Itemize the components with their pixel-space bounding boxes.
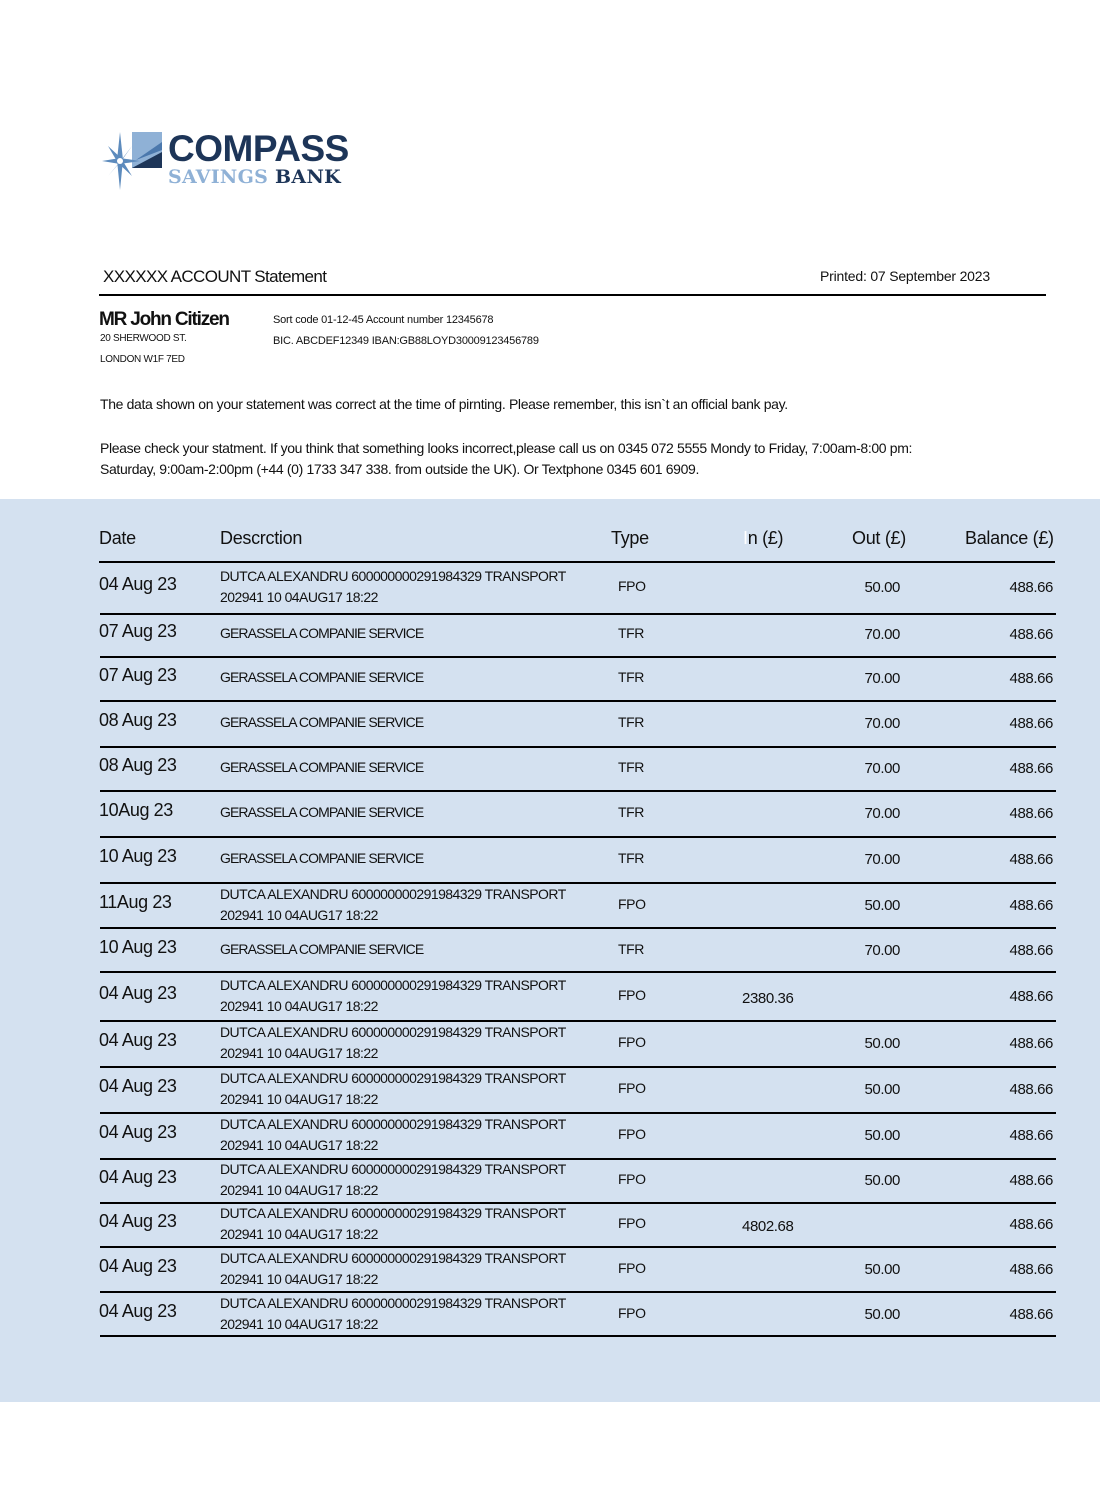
cell-type: FPO	[618, 578, 646, 594]
statement-title: XXXXXX ACCOUNT Statement	[103, 267, 327, 286]
table-row	[0, 974, 1100, 1022]
table-row	[0, 1022, 1100, 1068]
description-line-2: 202941 10 04AUG17 18:22	[220, 1315, 378, 1332]
description-line-2: 202941 10 04AUG17 18:22	[220, 1182, 378, 1198]
cell-balance: 488.66	[1009, 851, 1053, 868]
cell-out: 70.00	[864, 760, 900, 777]
description-line-1: DUTCA ALEXANDRU 600000000291984329 TRANSPORT	[220, 1294, 566, 1311]
cell-type: FPO	[618, 987, 646, 1003]
cell-date: 04 Aug 23	[99, 1256, 177, 1276]
table-row	[0, 748, 1100, 792]
description-line-2: 202941 10 04AUG17 18:22	[220, 998, 378, 1014]
cell-date: 07 Aug 23	[99, 665, 177, 685]
cell-balance: 488.66	[1009, 1172, 1053, 1189]
cell-date: 11Aug 23	[99, 891, 172, 912]
table-row	[0, 884, 1100, 929]
cell-description	[220, 1022, 566, 1064]
cell-type: FPO	[618, 1080, 646, 1096]
cell-out: 70.00	[864, 715, 900, 732]
cell-type: FPO	[618, 1034, 646, 1050]
description-line-1: DUTCA ALEXANDRU 600000000291984329 TRANSPORT	[220, 568, 566, 584]
printed-date: Printed: 07 September 2023	[820, 268, 990, 284]
cell-balance: 488.66	[1009, 805, 1053, 822]
cell-balance: 488.66	[1009, 1305, 1053, 1323]
cell-out: 50.00	[864, 1305, 900, 1323]
cell-balance: 488.66	[1009, 579, 1053, 596]
address-line-2: LONDON W1F 7ED	[100, 354, 185, 365]
col-header-in	[743, 528, 783, 549]
cell-type: TFR	[618, 669, 645, 685]
cell-out: 70.00	[864, 670, 900, 687]
cell-balance: 488.66	[1009, 941, 1053, 959]
cell-date: 04 Aug 23	[99, 1076, 177, 1096]
cell-description	[220, 884, 566, 926]
table-row	[0, 1204, 1100, 1248]
disclaimer-text: The data shown on your statement was correct at the time of pirnting. Please remember, this isn`t an official bank pay.	[100, 396, 788, 412]
table-row	[0, 930, 1100, 973]
col-header-type: Type	[611, 528, 649, 548]
col-header-in-rest: n (£)	[747, 528, 784, 548]
table-row	[0, 1114, 1100, 1160]
cell-type: TFR	[618, 714, 645, 730]
cell-balance: 488.66	[1009, 1081, 1053, 1098]
cell-description: GERASSELA COMPANIE SERVICE	[220, 759, 424, 775]
cell-out: 70.00	[864, 625, 900, 643]
bic-iban: BIC. ABCDEF12349 IBAN:GB88LOYD30009123456789	[273, 335, 539, 347]
cell-balance: 488.66	[1009, 1261, 1053, 1278]
cell-out: 50.00	[864, 1127, 900, 1144]
cell-balance: 488.66	[1009, 1127, 1053, 1144]
cell-balance: 488.66	[1009, 896, 1053, 914]
cell-date: 04 Aug 23	[99, 1300, 177, 1321]
cell-out: 70.00	[864, 805, 900, 822]
cell-date: 04 Aug 23	[99, 1167, 177, 1187]
cell-date: 10 Aug 23	[99, 936, 177, 957]
account-details: Sort code 01-12-45 Account number 12345678	[273, 314, 494, 326]
description-line-1: DUTCA ALEXANDRU 600000000291984329 TRANSPORT	[220, 885, 566, 902]
cell-date: 04 Aug 23	[99, 574, 177, 594]
cell-description: GERASSELA COMPANIE SERVICE	[220, 714, 424, 730]
customer-name: MR John Citizen	[99, 309, 229, 330]
cell-type: TFR	[618, 804, 645, 820]
cell-in: 4802.68	[742, 1218, 794, 1235]
cell-date: 08 Aug 23	[99, 755, 177, 775]
description-line-1: DUTCA ALEXANDRU 600000000291984329 TRANSPORT	[220, 1250, 566, 1266]
cell-out: 50.00	[864, 1261, 900, 1278]
cell-type: FPO	[618, 1215, 646, 1231]
description-line-1: DUTCA ALEXANDRU 600000000291984329 TRANSPORT	[220, 977, 566, 993]
description-line-2: 202941 10 04AUG17 18:22	[220, 1271, 378, 1287]
cell-type: FPO	[618, 1126, 646, 1142]
cell-description	[220, 1114, 566, 1156]
cell-date: 10 Aug 23	[99, 846, 177, 866]
description-line-1: DUTCA ALEXANDRU 600000000291984329 TRANSPORT	[220, 1024, 566, 1040]
address-line-1: 20 SHERWOOD ST.	[100, 333, 187, 344]
description-line-1: DUTCA ALEXANDRU 600000000291984329 TRANSPORT	[220, 1070, 566, 1086]
cell-type: TFR	[618, 940, 645, 957]
cell-out: 50.00	[864, 579, 900, 596]
cell-type: TFR	[618, 759, 645, 775]
cell-description: GERASSELA COMPANIE SERVICE	[220, 850, 424, 866]
description-line-2: 202941 10 04AUG17 18:22	[220, 1091, 378, 1107]
cell-description: GERASSELA COMPANIE SERVICE	[220, 804, 424, 820]
cell-type: TFR	[618, 624, 645, 641]
cell-date: 04 Aug 23	[99, 1122, 177, 1142]
cell-date: 08 Aug 23	[99, 710, 177, 730]
row-divider	[100, 1335, 1056, 1337]
row-divider	[100, 971, 1056, 973]
cell-out: 70.00	[864, 941, 900, 959]
table-row	[0, 613, 1100, 658]
col-header-date: Date	[99, 528, 136, 548]
description-line-1: DUTCA ALEXANDRU 600000000291984329 TRANSPORT	[220, 1205, 566, 1221]
cell-description: GERASSELA COMPANIE SERVICE	[220, 669, 424, 685]
table-row	[0, 702, 1100, 748]
cell-type: FPO	[618, 1260, 646, 1276]
cell-description: GERASSELA COMPANIE SERVICE	[220, 940, 424, 957]
compass-star-icon	[102, 130, 164, 194]
table-row	[0, 1160, 1100, 1204]
cell-description	[220, 566, 566, 608]
description-line-2: 202941 10 04AUG17 18:22	[220, 1045, 378, 1061]
cell-description	[220, 1159, 566, 1201]
cell-out: 50.00	[864, 1172, 900, 1189]
cell-description	[220, 1248, 566, 1290]
col-header-description: Descrction	[220, 528, 303, 548]
description-line-2: 202941 10 04AUG17 18:22	[220, 589, 378, 605]
cell-description	[220, 1293, 566, 1335]
cell-date: 10Aug 23	[99, 800, 173, 820]
cell-balance: 488.66	[1009, 1216, 1053, 1233]
cell-out: 70.00	[864, 851, 900, 868]
table-row	[0, 792, 1100, 838]
cell-description	[220, 1203, 566, 1245]
cell-balance: 488.66	[1009, 1035, 1053, 1052]
table-row	[0, 1294, 1100, 1337]
description-line-2: 202941 10 04AUG17 18:22	[220, 1226, 378, 1242]
cell-description	[220, 975, 566, 1017]
table-row	[0, 1249, 1100, 1293]
col-header-balance: Balance (£)	[965, 528, 1054, 548]
bank-name-savings-bank	[168, 166, 341, 188]
cell-type: FPO	[618, 1304, 646, 1321]
cell-date: 04 Aug 23	[99, 983, 177, 1003]
cell-balance: 488.66	[1009, 760, 1053, 777]
cell-description: GERASSELA COMPANIE SERVICE	[220, 624, 424, 641]
col-header-in-first-letter: I	[743, 528, 748, 548]
col-header-out: Out (£)	[852, 528, 906, 548]
row-divider	[100, 927, 1056, 929]
table-row	[0, 658, 1100, 702]
table-row	[0, 1068, 1100, 1114]
cell-out: 50.00	[864, 1035, 900, 1052]
cell-balance: 488.66	[1009, 625, 1053, 643]
header-divider	[99, 294, 1046, 296]
cell-date: 04 Aug 23	[99, 1211, 177, 1231]
description-line-2: 202941 10 04AUG17 18:22	[220, 1137, 378, 1153]
cell-type: TFR	[618, 850, 645, 866]
bank-logo	[102, 130, 372, 194]
bank-name-compass: COMPASS	[168, 128, 349, 169]
cell-out: 50.00	[864, 896, 900, 914]
cell-date: 07 Aug 23	[99, 620, 177, 641]
cell-balance: 488.66	[1009, 670, 1053, 687]
cell-type: FPO	[618, 1171, 646, 1187]
cell-balance: 488.66	[1009, 715, 1053, 732]
bank-name-savings: SAVINGS	[168, 166, 269, 188]
bank-name-bank: BANK	[275, 166, 341, 188]
description-line-1: DUTCA ALEXANDRU 600000000291984329 TRANSPORT	[220, 1161, 566, 1177]
cell-date: 04 Aug 23	[99, 1030, 177, 1050]
cell-balance: 488.66	[1009, 988, 1053, 1005]
table-row	[0, 838, 1100, 884]
cell-description	[220, 1068, 566, 1110]
table-row	[0, 563, 1100, 615]
cell-type: FPO	[618, 895, 646, 912]
description-line-1: DUTCA ALEXANDRU 600000000291984329 TRANSPORT	[220, 1116, 566, 1132]
cell-in: 2380.36	[742, 990, 794, 1007]
description-line-2: 202941 10 04AUG17 18:22	[220, 906, 378, 923]
cell-out: 50.00	[864, 1081, 900, 1098]
contact-text: Please check your statment. If you think that something looks incorrect,please call us on 0345 072 5555 Mondy to Friday, 7:00am-8:00 pm: Saturday, 9:00am-2:00pm (+44 (0) 1733 347 338. from outside the UK). Or Textphone 0345 601 6909.	[100, 440, 913, 477]
